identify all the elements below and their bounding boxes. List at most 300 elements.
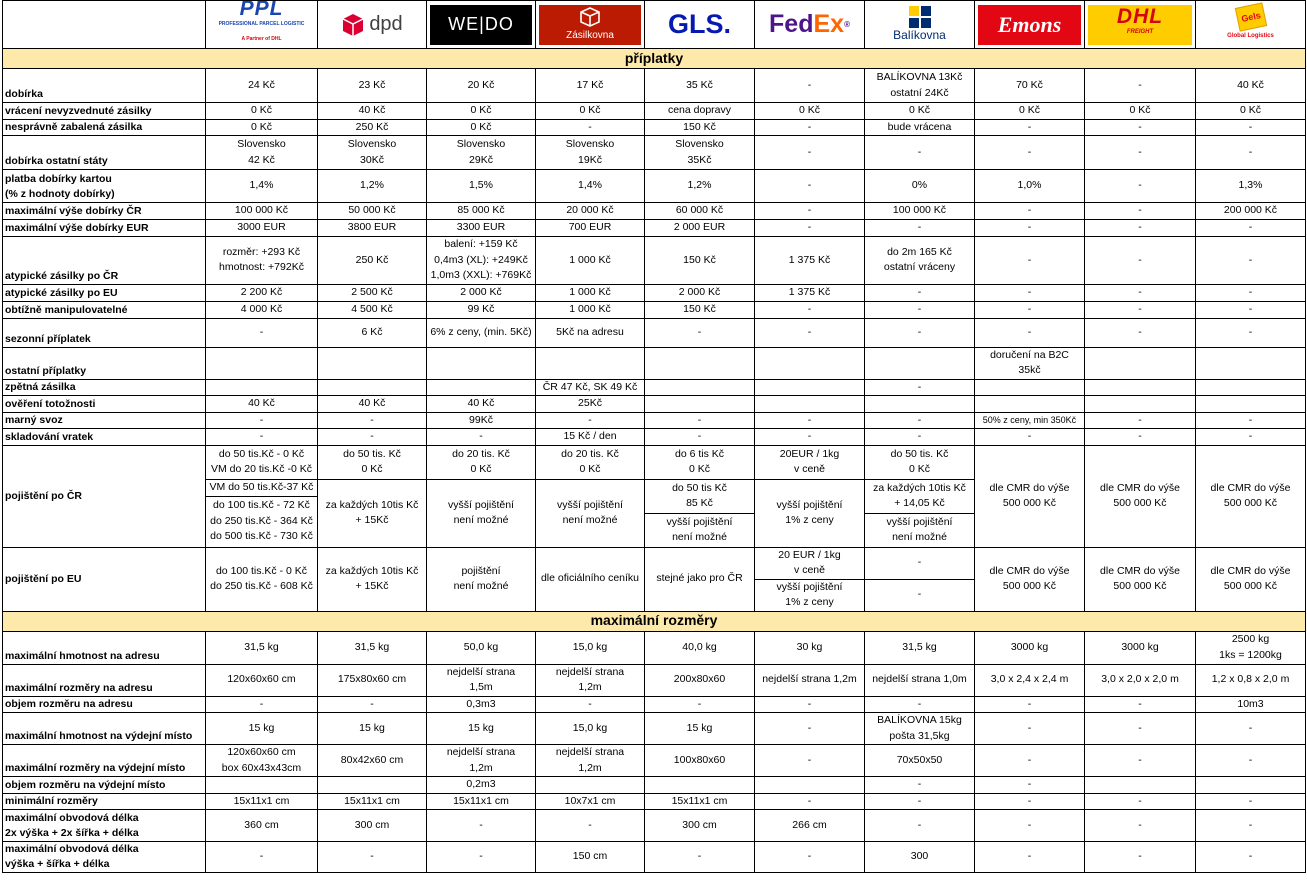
cell-zasilkovna: 17 Kč (536, 69, 645, 103)
cell-gels: - (1196, 412, 1306, 429)
cell-dpd: za každých 10tis Kč + 15Kč (318, 479, 427, 547)
row-label: dobírka ostatní státy (3, 136, 206, 170)
cell-zasilkovna: vyšší pojištění není možné (536, 479, 645, 547)
cell-wedo: 15x11x1 cm (427, 793, 536, 810)
cell-dpd: 250 Kč (318, 237, 427, 285)
cell-emons: - (975, 220, 1085, 237)
cell-wedo: nejdelší strana 1,5m (427, 664, 536, 696)
cell-wedo: - (427, 429, 536, 446)
cell-dpd: 15 kg (318, 713, 427, 745)
cell-fedex (755, 777, 865, 794)
cell-dhl: - (1085, 119, 1196, 136)
cell-ppl: 4 000 Kč (206, 301, 318, 318)
cell-fedex: vyšší pojištění 1% z ceny (755, 579, 865, 611)
table-row-max_cr (3, 203, 1306, 220)
cell-fedex: - (755, 220, 865, 237)
cell-balikovna: BALÍKOVNA 15kg pošta 31,5kg (865, 713, 975, 745)
cell-ppl (206, 379, 318, 396)
cell-gls: do 6 tis Kč 0 Kč (645, 445, 755, 479)
cell-gls: 100x80x60 (645, 745, 755, 777)
cell-ppl: - (206, 842, 318, 873)
cell-dpd: 300 cm (318, 810, 427, 842)
balikovna-icon (909, 6, 931, 28)
cell-gels: - (1196, 237, 1306, 285)
corner-cell (3, 1, 206, 49)
table-row-atyp_cr (3, 237, 1306, 285)
cell-zasilkovna: 15,0 kg (536, 713, 645, 745)
row-label: atypické zásilky po ČR (3, 237, 206, 285)
zasilkovna-box-icon (579, 6, 601, 28)
cell-emons: - (975, 318, 1085, 347)
cell-emons: - (975, 119, 1085, 136)
cell-dhl: dle CMR do výše 500 000 Kč (1085, 445, 1196, 547)
cell-fedex: - (755, 412, 865, 429)
cell-ppl: 24 Kč (206, 69, 318, 103)
cell-zasilkovna: ČR 47 Kč, SK 49 Kč (536, 379, 645, 396)
cell-emons (975, 379, 1085, 396)
cell-ppl: do 100 tis.Kč - 72 Kč do 250 tis.Kč - 364 Kč do 500 tis.Kč - 730 Kč (206, 496, 318, 547)
table-row-objem_adresa (3, 696, 1306, 713)
cell-zasilkovna: 1 000 Kč (536, 284, 645, 301)
cell-gels (1196, 777, 1306, 794)
cell-balikovna: 70x50x50 (865, 745, 975, 777)
cell-wedo: 15 kg (427, 713, 536, 745)
cell-balikovna: bude vrácena (865, 119, 975, 136)
cell-emons: - (975, 429, 1085, 446)
cell-ppl: - (206, 412, 318, 429)
cell-dpd (318, 347, 427, 379)
cell-dhl: - (1085, 412, 1196, 429)
table-row-rozm_adresa (3, 664, 1306, 696)
cell-dhl: - (1085, 696, 1196, 713)
row-label: maximální obvodová délka výška + šířka + délka (3, 842, 206, 873)
dpd-cube-icon (341, 13, 365, 37)
cell-dpd: 40 Kč (318, 396, 427, 413)
cell-fedex: 20 EUR / 1kg v ceně (755, 547, 865, 579)
table-row-marny (3, 412, 1306, 429)
cell-zasilkovna: 1 000 Kč (536, 301, 645, 318)
cell-ppl: 15x11x1 cm (206, 793, 318, 810)
logo-row (3, 1, 1306, 49)
cell-gls: Slovensko 35Kč (645, 136, 755, 170)
cell-emons: - (975, 745, 1085, 777)
cell-dpd: do 50 tis. Kč 0 Kč (318, 445, 427, 479)
cell-dpd: 6 Kč (318, 318, 427, 347)
cell-zasilkovna (536, 347, 645, 379)
cell-dpd: 1,2% (318, 170, 427, 203)
cell-gels: 2500 kg 1ks = 1200kg (1196, 631, 1306, 664)
cell-dpd (318, 379, 427, 396)
cell-zasilkovna: - (536, 696, 645, 713)
cell-emons: 3,0 x 2,4 x 2,4 m (975, 664, 1085, 696)
cell-ppl: 120x60x60 cm box 60x43x43cm (206, 745, 318, 777)
row-label: objem rozměru na výdejní místo (3, 777, 206, 794)
row-label: skladování vratek (3, 429, 206, 446)
cell-balikovna: - (865, 810, 975, 842)
cell-gels: - (1196, 318, 1306, 347)
cell-balikovna: - (865, 412, 975, 429)
cell-wedo: - (427, 842, 536, 873)
cell-fedex: nejdelší strana 1,2m (755, 664, 865, 696)
table-row-min_rozm (3, 793, 1306, 810)
cell-zasilkovna: 0 Kč (536, 103, 645, 120)
row-label: marný svoz (3, 412, 206, 429)
cell-ppl (206, 347, 318, 379)
cell-balikovna (865, 396, 975, 413)
cell-emons: dle CMR do výše 500 000 Kč (975, 445, 1085, 547)
cell-ppl: 100 000 Kč (206, 203, 318, 220)
cell-balikovna: - (865, 284, 975, 301)
cell-fedex: - (755, 170, 865, 203)
cell-dpd: 4 500 Kč (318, 301, 427, 318)
cell-wedo: do 20 tis. Kč 0 Kč (427, 445, 536, 479)
cell-emons: - (975, 713, 1085, 745)
cell-dpd: - (318, 412, 427, 429)
cell-emons: 50% z ceny, min 350Kč (975, 412, 1085, 429)
cell-balikovna: 0% (865, 170, 975, 203)
cell-dhl: - (1085, 301, 1196, 318)
row-label: nesprávně zabalená zásilka (3, 119, 206, 136)
logo-gls: GLS. (645, 1, 755, 49)
cell-wedo: 2 000 Kč (427, 284, 536, 301)
cell-gels (1196, 347, 1306, 379)
cell-gls: stejné jako pro ČR (645, 547, 755, 611)
cell-gls: 35 Kč (645, 69, 755, 103)
cell-gels: - (1196, 284, 1306, 301)
cell-emons: 3000 kg (975, 631, 1085, 664)
cell-dhl: - (1085, 745, 1196, 777)
row-label: pojištění po ČR (3, 445, 206, 547)
cell-gels: 1,2 x 0,8 x 2,0 m (1196, 664, 1306, 696)
cell-zasilkovna: 1,4% (536, 170, 645, 203)
cell-dhl (1085, 777, 1196, 794)
cell-gels: 10m3 (1196, 696, 1306, 713)
cell-dhl: 0 Kč (1085, 103, 1196, 120)
cell-emons: 70 Kč (975, 69, 1085, 103)
cell-emons: - (975, 284, 1085, 301)
table-row-sezonni (3, 318, 1306, 347)
table-row-poj_eu (3, 547, 1306, 579)
cell-gels (1196, 379, 1306, 396)
cell-dpd: - (318, 842, 427, 873)
cell-gls: 15 kg (645, 713, 755, 745)
cell-gels: 0 Kč (1196, 103, 1306, 120)
cell-gls: 2 000 Kč (645, 284, 755, 301)
cell-ppl: 31,5 kg (206, 631, 318, 664)
logo-emons: Emons (975, 1, 1085, 49)
cell-gels: dle CMR do výše 500 000 Kč (1196, 547, 1306, 611)
cell-ppl: do 100 tis.Kč - 0 Kč do 250 tis.Kč - 608 Kč (206, 547, 318, 611)
row-label: maximální hmotnost na adresu (3, 631, 206, 664)
carrier-comparison-table (2, 0, 1306, 873)
cell-fedex: vyšší pojištění 1% z ceny (755, 479, 865, 547)
cell-wedo (427, 379, 536, 396)
cell-gls: - (645, 318, 755, 347)
cell-dhl: - (1085, 810, 1196, 842)
cell-balikovna: - (865, 777, 975, 794)
cell-balikovna: - (865, 220, 975, 237)
cell-gels: 1,3% (1196, 170, 1306, 203)
cell-gls: 300 cm (645, 810, 755, 842)
cell-zasilkovna: - (536, 119, 645, 136)
cell-dpd: 23 Kč (318, 69, 427, 103)
logo-ppl: PPL PROFESSIONAL PARCEL LOGISTIC A Partner of DHL (206, 1, 318, 49)
cell-emons: dle CMR do výše 500 000 Kč (975, 547, 1085, 611)
cell-gls: - (645, 696, 755, 713)
table-row-rozm_vydej (3, 745, 1306, 777)
cell-wedo (427, 347, 536, 379)
cell-dpd: 40 Kč (318, 103, 427, 120)
cell-dpd: - (318, 696, 427, 713)
cell-wedo: 0,2m3 (427, 777, 536, 794)
cell-dhl: dle CMR do výše 500 000 Kč (1085, 547, 1196, 611)
cell-gls: 60 000 Kč (645, 203, 755, 220)
cell-zasilkovna: nejdelší strana 1,2m (536, 664, 645, 696)
cell-fedex: - (755, 69, 865, 103)
cell-dhl (1085, 347, 1196, 379)
table-row-objem_vydej (3, 777, 1306, 794)
cell-fedex: - (755, 429, 865, 446)
cell-zasilkovna: Slovensko 19Kč (536, 136, 645, 170)
cell-emons: - (975, 237, 1085, 285)
cell-emons: - (975, 777, 1085, 794)
cell-fedex: - (755, 745, 865, 777)
cell-fedex: - (755, 318, 865, 347)
section-title-surcharges: příplatky (3, 49, 1306, 69)
cell-gls (645, 379, 755, 396)
cell-gels: - (1196, 220, 1306, 237)
row-label: maximální výše dobírky EUR (3, 220, 206, 237)
cell-emons: 0 Kč (975, 103, 1085, 120)
cell-wedo: 3300 EUR (427, 220, 536, 237)
cell-fedex: 1 375 Kč (755, 284, 865, 301)
cell-dhl (1085, 396, 1196, 413)
cell-zasilkovna: nejdelší strana 1,2m (536, 745, 645, 777)
cell-emons: - (975, 696, 1085, 713)
table-row-max_eur (3, 220, 1306, 237)
cell-gls (645, 347, 755, 379)
cell-fedex: 20EUR / 1kg v ceně (755, 445, 865, 479)
cell-wedo: pojištění není možné (427, 547, 536, 611)
cell-fedex: 266 cm (755, 810, 865, 842)
cell-fedex (755, 396, 865, 413)
row-label: dobírka (3, 69, 206, 103)
row-label: atypické zásilky po EU (3, 284, 206, 301)
cell-dpd: - (318, 429, 427, 446)
cell-ppl: 1,4% (206, 170, 318, 203)
cell-ppl: - (206, 318, 318, 347)
cell-dhl: - (1085, 793, 1196, 810)
row-label: objem rozměru na adresu (3, 696, 206, 713)
cell-emons: - (975, 810, 1085, 842)
cell-zasilkovna: 700 EUR (536, 220, 645, 237)
cell-dpd: 3800 EUR (318, 220, 427, 237)
cell-ppl: 15 kg (206, 713, 318, 745)
cell-dpd (318, 777, 427, 794)
row-label: maximální rozměry na adresu (3, 664, 206, 696)
cell-ppl: rozměr: +293 Kč hmotnost: +792Kč (206, 237, 318, 285)
cell-gls: 2 000 EUR (645, 220, 755, 237)
cell-dhl: - (1085, 69, 1196, 103)
cell-emons: - (975, 203, 1085, 220)
row-label: pojištění po EU (3, 547, 206, 611)
row-label: maximální rozměry na výdejní místo (3, 745, 206, 777)
cell-fedex (755, 347, 865, 379)
cell-gels: - (1196, 842, 1306, 873)
cell-ppl: Slovensko 42 Kč (206, 136, 318, 170)
table-row-hmot_vydej (3, 713, 1306, 745)
cell-dpd: Slovensko 30Kč (318, 136, 427, 170)
table-row-dobirka_staty (3, 136, 1306, 170)
cell-balikovna: 100 000 Kč (865, 203, 975, 220)
cell-dhl: - (1085, 284, 1196, 301)
cell-dhl: - (1085, 203, 1196, 220)
logo-dpd: dpd (318, 1, 427, 49)
cell-zasilkovna: - (536, 810, 645, 842)
table-row-overeni (3, 396, 1306, 413)
cell-zasilkovna: do 20 tis. Kč 0 Kč (536, 445, 645, 479)
cell-balikovna: - (865, 579, 975, 611)
cell-balikovna: 300 (865, 842, 975, 873)
cell-balikovna: - (865, 318, 975, 347)
cell-balikovna: - (865, 429, 975, 446)
cell-wedo: 0,3m3 (427, 696, 536, 713)
cell-gls: 150 Kč (645, 301, 755, 318)
cell-zasilkovna (536, 777, 645, 794)
cell-fedex: - (755, 301, 865, 318)
cell-gls: 1,2% (645, 170, 755, 203)
cell-ppl (206, 777, 318, 794)
cell-dhl: - (1085, 237, 1196, 285)
row-label: zpětná zásilka (3, 379, 206, 396)
cell-dhl (1085, 379, 1196, 396)
cell-fedex: - (755, 793, 865, 810)
cell-emons: - (975, 301, 1085, 318)
cell-gls: 200x80x60 (645, 664, 755, 696)
cell-gls: - (645, 412, 755, 429)
cell-wedo: 6% z ceny, (min. 5Kč) (427, 318, 536, 347)
table-row-dobirka (3, 69, 1306, 103)
cell-dpd: 80x42x60 cm (318, 745, 427, 777)
cell-gls: - (645, 429, 755, 446)
cell-gls: cena dopravy (645, 103, 755, 120)
cell-gls: 150 Kč (645, 119, 755, 136)
cell-emons: doručení na B2C 35kč (975, 347, 1085, 379)
cell-dhl: - (1085, 713, 1196, 745)
cell-fedex: - (755, 696, 865, 713)
cell-balikovna: - (865, 301, 975, 318)
cell-gls (645, 396, 755, 413)
cell-zasilkovna: 1 000 Kč (536, 237, 645, 285)
row-label: minimální rozměry (3, 793, 206, 810)
cell-fedex: 1 375 Kč (755, 237, 865, 285)
cell-fedex: - (755, 842, 865, 873)
cell-dpd: 50 000 Kč (318, 203, 427, 220)
cell-dhl: - (1085, 170, 1196, 203)
cell-wedo: vyšší pojištění není možné (427, 479, 536, 547)
cell-balikovna: nejdelší strana 1,0m (865, 664, 975, 696)
cell-wedo: 20 Kč (427, 69, 536, 103)
cell-balikovna: za každých 10tis Kč + 14,05 Kč (865, 479, 975, 513)
cell-dhl: 3000 kg (1085, 631, 1196, 664)
row-label: maximální hmotnost na výdejní místo (3, 713, 206, 745)
table-row-atyp_eu (3, 284, 1306, 301)
cell-zasilkovna: 150 cm (536, 842, 645, 873)
cell-gls: 15x11x1 cm (645, 793, 755, 810)
cell-emons: - (975, 136, 1085, 170)
cell-wedo: Slovensko 29Kč (427, 136, 536, 170)
cell-dhl: 3,0 x 2,0 x 2,0 m (1085, 664, 1196, 696)
cell-balikovna: - (865, 547, 975, 579)
cell-dpd: 250 Kč (318, 119, 427, 136)
cell-dpd: 31,5 kg (318, 631, 427, 664)
cell-dpd: za každých 10tis Kč + 15Kč (318, 547, 427, 611)
cell-zasilkovna: 25Kč (536, 396, 645, 413)
cell-balikovna: - (865, 793, 975, 810)
cell-balikovna: - (865, 136, 975, 170)
logo-dhl: DHL FREIGHT (1085, 1, 1196, 49)
table-row-vraceni (3, 103, 1306, 120)
cell-balikovna: do 50 tis. Kč 0 Kč (865, 445, 975, 479)
cell-balikovna (865, 347, 975, 379)
row-label: obtížně manipulovatelné (3, 301, 206, 318)
cell-ppl: - (206, 429, 318, 446)
cell-ppl: do 50 tis.Kč - 0 Kč VM do 20 tis.Kč -0 Kč (206, 445, 318, 479)
table-row-hmot_adresa (3, 631, 1306, 664)
cell-wedo: 50,0 kg (427, 631, 536, 664)
row-label: sezonní příplatek (3, 318, 206, 347)
cell-ppl: 2 200 Kč (206, 284, 318, 301)
logo-wedo: WE|DO (427, 1, 536, 49)
cell-emons: 1,0% (975, 170, 1085, 203)
cell-ppl: 40 Kč (206, 396, 318, 413)
cell-gels: - (1196, 301, 1306, 318)
table-row-skladovani (3, 429, 1306, 446)
cell-gls: vyšší pojištění není možné (645, 513, 755, 547)
cell-dhl: - (1085, 136, 1196, 170)
cell-wedo: 99 Kč (427, 301, 536, 318)
table-body (3, 1, 1306, 873)
cell-ppl: VM do 50 tis.Kč-37 Kč (206, 479, 318, 496)
cell-zasilkovna: 15,0 kg (536, 631, 645, 664)
cell-dhl: - (1085, 429, 1196, 446)
section-row-dimensions (3, 611, 1306, 631)
cell-wedo: balení: +159 Kč 0,4m3 (XL): +249Kč 1,0m3 (XXL): +769Kč (427, 237, 536, 285)
table-row-obvod1 (3, 810, 1306, 842)
cell-emons (975, 396, 1085, 413)
cell-wedo: 40 Kč (427, 396, 536, 413)
cell-fedex: - (755, 713, 865, 745)
cell-dhl: - (1085, 220, 1196, 237)
cell-emons: - (975, 842, 1085, 873)
cell-gels: 200 000 Kč (1196, 203, 1306, 220)
table-row-ostatni (3, 347, 1306, 379)
cell-gls: 150 Kč (645, 237, 755, 285)
cell-ppl: 3000 EUR (206, 220, 318, 237)
cell-ppl: 360 cm (206, 810, 318, 842)
cell-dpd: 15x11x1 cm (318, 793, 427, 810)
row-label: ostatní příplatky (3, 347, 206, 379)
cell-balikovna: - (865, 696, 975, 713)
cell-fedex: 30 kg (755, 631, 865, 664)
logo-fedex: Fed Ex ® (755, 1, 865, 49)
cell-dhl: - (1085, 318, 1196, 347)
logo-gels: Gels Global Logistics (1196, 1, 1306, 49)
table-row-poj_cr (3, 445, 1306, 462)
cell-balikovna: do 2m 165 Kč ostatní vráceny (865, 237, 975, 285)
table-row-obtizne (3, 301, 1306, 318)
cell-zasilkovna: 20 000 Kč (536, 203, 645, 220)
